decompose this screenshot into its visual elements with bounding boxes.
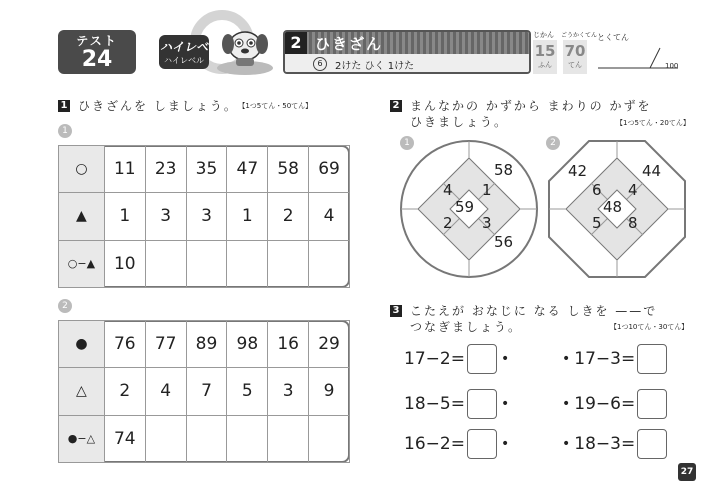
hilevel-sub: ハイレベル <box>164 56 204 65</box>
match-dot[interactable]: • <box>562 396 571 412</box>
time-unit: ふん <box>538 61 552 69</box>
time-label: じかん <box>533 31 554 39</box>
table-cell: 16 <box>268 321 309 368</box>
answer-cell[interactable] <box>268 415 309 462</box>
score-label: とくてん <box>597 33 629 42</box>
q2-number: 2 <box>390 100 402 112</box>
table-cell: 1 <box>227 193 268 240</box>
q3-text-line2: つなぎましょう。 <box>410 320 523 334</box>
row-header: ●−△ <box>59 415 105 462</box>
answer-box[interactable] <box>467 344 497 374</box>
table-cell: 89 <box>186 321 227 368</box>
time-value: 15 <box>534 42 556 60</box>
match-dot[interactable]: • <box>562 436 571 452</box>
table-row <box>59 415 350 462</box>
row-header: △ <box>59 368 105 415</box>
answer-cell[interactable]: 10 <box>104 240 145 287</box>
eq-right-3 <box>558 429 667 459</box>
pass-unit: てん <box>568 61 582 69</box>
answer-cell[interactable] <box>309 240 350 287</box>
table-cell: 3 <box>145 193 186 240</box>
q2-text-line1: まんなかの かずから まわりの かずを <box>410 99 652 113</box>
fig1-center: 59 <box>455 198 475 216</box>
table-cell: 47 <box>227 146 268 193</box>
q2-fig1-label: 1 <box>400 136 414 150</box>
table-cell: 7 <box>186 368 227 415</box>
answer-cell[interactable] <box>227 415 268 462</box>
q3-text-line1: こたえが おなじに なる しきを ——で <box>410 304 658 318</box>
q2-text-line2: ひきましょう。 <box>410 115 509 129</box>
eq-left-3 <box>404 429 513 459</box>
answer-box[interactable] <box>467 429 497 459</box>
page-number: 27 <box>678 463 696 481</box>
table-cell: 3 <box>186 193 227 240</box>
table-cell: 98 <box>227 321 268 368</box>
table-cell: 76 <box>104 321 145 368</box>
table-cell: 9 <box>309 368 350 415</box>
eq-right-2 <box>558 389 667 419</box>
table-row <box>59 368 350 415</box>
table-cell: 4 <box>309 193 350 240</box>
table-row <box>59 240 350 287</box>
answer-cell[interactable] <box>186 240 227 287</box>
q1-table2 <box>58 320 350 463</box>
time-box <box>533 40 557 74</box>
test-number: 24 <box>81 47 113 72</box>
answer-cell[interactable] <box>145 415 186 462</box>
pass-value: 70 <box>564 42 586 60</box>
score-total: 100 <box>665 62 679 70</box>
pass-box <box>563 40 587 74</box>
q3-points: 【1つ10てん・30てん】 <box>610 323 689 331</box>
table-cell: 2 <box>104 368 145 415</box>
answer-box[interactable] <box>637 344 667 374</box>
unit-header <box>283 30 531 74</box>
eq-text: 19−6= <box>574 394 636 414</box>
row-header: ▲ <box>59 193 105 240</box>
unit-title: ひきざん <box>315 34 384 53</box>
test-label: テスト <box>76 34 118 48</box>
table-cell: 4 <box>145 368 186 415</box>
fig2-inner-tr: 4 <box>628 181 638 199</box>
eq-text: 18−5= <box>404 394 465 414</box>
answer-box[interactable] <box>637 429 667 459</box>
answer-box[interactable] <box>467 389 497 419</box>
fig1-outer-br: 56 <box>494 233 514 251</box>
fig2-inner-br: 8 <box>628 214 638 232</box>
answer-cell[interactable] <box>268 240 309 287</box>
lesson-title: 2けた ひく 1けた <box>335 60 415 72</box>
eq-text: 17−2= <box>404 349 465 369</box>
answer-cell[interactable] <box>186 415 227 462</box>
q1-part2-label: 2 <box>58 299 72 313</box>
table-cell: 1 <box>104 193 145 240</box>
fig2-outer-tl: 42 <box>568 162 588 180</box>
fig1-outer-tr: 58 <box>494 161 514 179</box>
mascot-dog-icon <box>212 24 278 78</box>
row-header: ○−▲ <box>59 240 105 287</box>
q1-table1 <box>58 145 350 288</box>
q2-heading <box>390 95 651 114</box>
q3-heading <box>390 300 657 319</box>
match-dot[interactable]: • <box>500 396 510 412</box>
lesson-number: 6 <box>313 57 327 71</box>
unit-number: 2 <box>285 32 307 54</box>
answer-cell[interactable]: 74 <box>104 415 145 462</box>
q1-heading <box>58 95 312 114</box>
answer-cell[interactable] <box>309 415 350 462</box>
table-cell: 3 <box>268 368 309 415</box>
match-dot[interactable]: • <box>562 351 571 367</box>
table-cell: 29 <box>309 321 350 368</box>
test-badge <box>58 30 136 74</box>
q1-part1-label: 1 <box>58 124 72 138</box>
fig2-inner-bl: 5 <box>592 214 602 232</box>
table-cell: 11 <box>104 146 145 193</box>
answer-cell[interactable] <box>227 240 268 287</box>
pass-label: ごうかくてん <box>561 32 598 39</box>
table-row <box>59 193 350 240</box>
table-cell: 58 <box>268 146 309 193</box>
q1-points: 【1つ5てん・50てん】 <box>241 101 313 110</box>
q3-number: 3 <box>390 305 402 317</box>
q2-points: 【1つ5てん・20てん】 <box>616 119 690 127</box>
fig1-inner-tr: 1 <box>482 181 492 199</box>
eq-left-2 <box>404 389 513 419</box>
row-header: ○ <box>59 146 105 193</box>
fig2-outer-tr: 44 <box>642 162 662 180</box>
fig1-inner-bl: 2 <box>443 214 453 232</box>
eq-text: 18−3= <box>574 434 636 454</box>
match-dot[interactable]: • <box>500 436 510 452</box>
q2-fig2-label: 2 <box>546 136 560 150</box>
table-cell: 35 <box>186 146 227 193</box>
table-row <box>59 321 350 368</box>
table-row <box>59 146 350 193</box>
answer-cell[interactable] <box>145 240 186 287</box>
table-cell: 23 <box>145 146 186 193</box>
eq-text: 16−2= <box>404 434 465 454</box>
eq-text: 17−3= <box>574 349 636 369</box>
fig1-inner-br: 3 <box>482 214 492 232</box>
table-cell: 2 <box>268 193 309 240</box>
q1-text: ひきざんを しましょう。 <box>78 99 238 113</box>
q1-number: 1 <box>58 100 70 112</box>
fig2-center: 48 <box>603 198 623 216</box>
row-header: ● <box>59 321 105 368</box>
fig1-inner-tl: 4 <box>443 181 453 199</box>
eq-right-1 <box>558 344 667 374</box>
eq-left-1 <box>404 344 513 374</box>
hilevel-main: ハイレベ <box>159 40 208 54</box>
table-cell: 77 <box>145 321 186 368</box>
table-cell: 69 <box>309 146 350 193</box>
answer-box[interactable] <box>637 389 667 419</box>
table-cell: 5 <box>227 368 268 415</box>
hilevel-logo <box>159 35 209 69</box>
fig2-inner-tl: 6 <box>592 181 602 199</box>
match-dot[interactable]: • <box>500 351 510 367</box>
score-slash <box>598 46 678 70</box>
